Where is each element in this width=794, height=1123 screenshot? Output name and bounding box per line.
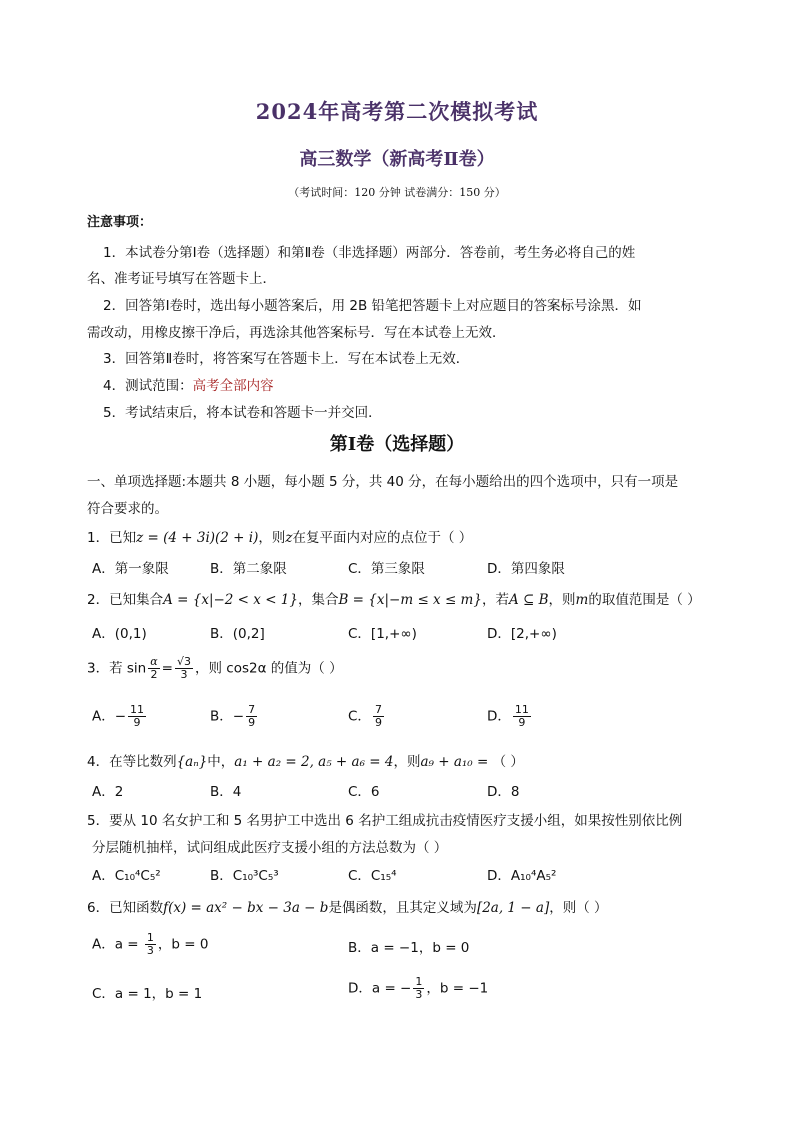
q1-stem-a: 1．已知 [87,530,137,546]
exam-title: 2024年高考第二次模拟考试 [255,99,539,124]
q6-option-a-fraction: $\frac{1}{3}$ [146,931,154,957]
exam-subtitle: 高三数学（新高考Ⅱ卷） [299,149,495,170]
q3-option-b: B．− $\frac{7}{9}$ [210,703,256,729]
q5-option-c: C．C₁₅⁴ [348,868,397,884]
q6-option-c: C．a = 1，b = 1 [92,986,203,1002]
q6-stem-c: ，则（ ） [549,900,608,916]
q6-stem-a: 6．已知函数 [87,900,164,916]
q2-option-a: A．(0,1) [92,626,147,642]
q5-option-d: D．A₁₀⁴A₅² [487,868,557,884]
q4-option-c: C．6 [348,784,380,800]
q1-stem-c: 在复平面内对应的点位于（ ） [292,530,473,546]
q3-option-c: C． $\frac{7}{9}$ [348,703,382,729]
notice-item-2-line-2: 需改动，用橡皮擦干净后，再选涂其他答案标号．写在本试卷上无效． [87,325,506,341]
section-intro-line-2: 符合要求的。 [87,501,168,517]
question-4-stem [87,750,524,770]
q4-stem-c: ，则 [393,754,421,770]
q6-function: f(x) = ax² − bx − 3a − b [163,900,329,916]
time-info: （考试时间：120 分钟 试卷满分：150 分） [288,186,506,199]
q3-option-b-fraction: $\frac{7}{9}$ [248,703,256,729]
question-3-stem [87,656,343,681]
q3-stem-b: ，则 cos2α 的值为（ ） [195,660,343,677]
notice-item-2-line-1: 2．回答第Ⅰ卷时，选出每小题答案后，用 2B 铅笔把答题卡上对应题目的答案标号涂黑．如 [103,298,642,314]
q4-sequence: {aₙ} [176,754,208,770]
q6-option-a: A．a = $\frac{1}{3}$ ，b = 0 [92,931,209,957]
question-5-line-2: 分层随机抽样，试问组成此医疗支援小组的方法总数为（ ） [92,840,448,856]
q2-stem-d: ，则 [548,592,576,608]
q1-option-b: B．第二象限 [210,561,287,577]
q2-stem-c: ，若 [481,592,509,608]
question-2-stem [87,588,701,608]
q4-option-b: B．4 [210,784,242,800]
q4-stem-d: = （ ） [472,754,524,770]
q4-target: a₉ + a₁₀ [420,754,473,770]
q6-domain: [2a, 1 − a] [476,900,550,916]
test-scope-highlight: 高考全部内容 [192,378,274,394]
q1-option-a: A．第一象限 [92,561,169,577]
q5-option-b: B．C₁₀³C₅³ [210,868,279,884]
q3-equals: = [161,660,173,677]
notice-item-3: 3．回答第Ⅱ卷时，将答案写在答题卡上．写在本试卷上无效． [103,351,470,367]
question-6-stem [87,896,608,916]
q4-condition: a₁ + a₂ = 2, a₅ + a₆ = 4 [234,754,394,770]
q3-fraction-sqrt3-over-3: $\frac{√3}{3}$ [176,655,191,681]
q2-set-b: B = {x|−m ≤ x ≤ m} [338,592,482,608]
q6-option-d: D．a = − $\frac{1}{3}$ ，b = −1 [348,975,489,1001]
notice-item-1-line-2: 名、准考证号填写在答题卡上． [87,271,276,287]
q1-option-c: C．第三象限 [348,561,425,577]
question-1-stem [87,526,472,546]
notice-item-5: 5．考试结束后，将本试卷和答题卡一并交回． [103,405,382,421]
q6-option-b: B．a = −1，b = 0 [348,940,470,956]
q3-option-c-fraction: $\frac{7}{9}$ [374,703,382,729]
q2-option-b: B．(0,2] [210,626,265,642]
q3-option-d-fraction: $\frac{11}{9}$ [514,703,529,729]
q2-variable: m [575,592,589,608]
q4-option-d: D．8 [487,784,520,800]
q6-stem-b: 是偶函数，且其定义域为 [328,900,477,916]
q2-stem-e: 的取值范围是（ ） [588,592,701,608]
q2-condition: A ⊆ B [508,592,549,608]
q1-stem-b: ，则 [258,530,286,546]
q3-stem-a: 3．若 sin [87,660,147,677]
q3-fraction-alpha-over-2: $\frac{\alpha}{2}$ [150,655,158,681]
q2-stem-b: ，集合 [297,592,339,608]
q1-variable: z [285,530,293,546]
q4-stem-a: 4．在等比数列 [87,754,177,770]
q1-expression: z = (4 + 3i)(2 + i) [136,530,259,546]
question-5-line-1: 5．要从 10 名女护工和 5 名男护工中选出 6 名护工组成抗击疫情医疗支援小组，如果按性别依比例 [87,813,683,829]
notice-item-4-prefix: 4．测试范围： [103,378,193,394]
q5-option-a: A．C₁₀⁴C₅² [92,868,161,884]
q2-stem-a: 2．已知集合 [87,592,164,608]
notice-item-4 [103,374,274,394]
notice-item-1-line-1: 1．本试卷分第Ⅰ卷（选择题）和第Ⅱ卷（非选择题）两部分．答卷前，考生务必将自己的姓 [103,245,636,261]
q2-option-d: D．[2,+∞) [487,626,557,642]
notice-heading: 注意事项： [87,215,153,230]
q6-option-d-fraction: $\frac{1}{3}$ [415,975,423,1001]
q2-set-a: A = {x|−2 < x < 1} [163,592,298,608]
q3-option-a: A．− $\frac{11}{9}$ [92,703,145,729]
q4-option-a: A．2 [92,784,124,800]
section-title: 第Ⅰ卷（选择题） [329,434,465,455]
section-intro-line-1: 一、单项选择题:本题共 8 小题，每小题 5 分，共 40 分，在每小题给出的四个选项中，只有一项是 [87,474,679,490]
q3-option-a-fraction: $\frac{11}{9}$ [130,703,145,729]
q3-option-d: D． $\frac{11}{9}$ [487,703,529,729]
q2-option-c: C．[1,+∞) [348,626,417,642]
q1-option-d: D．第四象限 [487,561,565,577]
q4-stem-b: 中， [207,754,235,770]
